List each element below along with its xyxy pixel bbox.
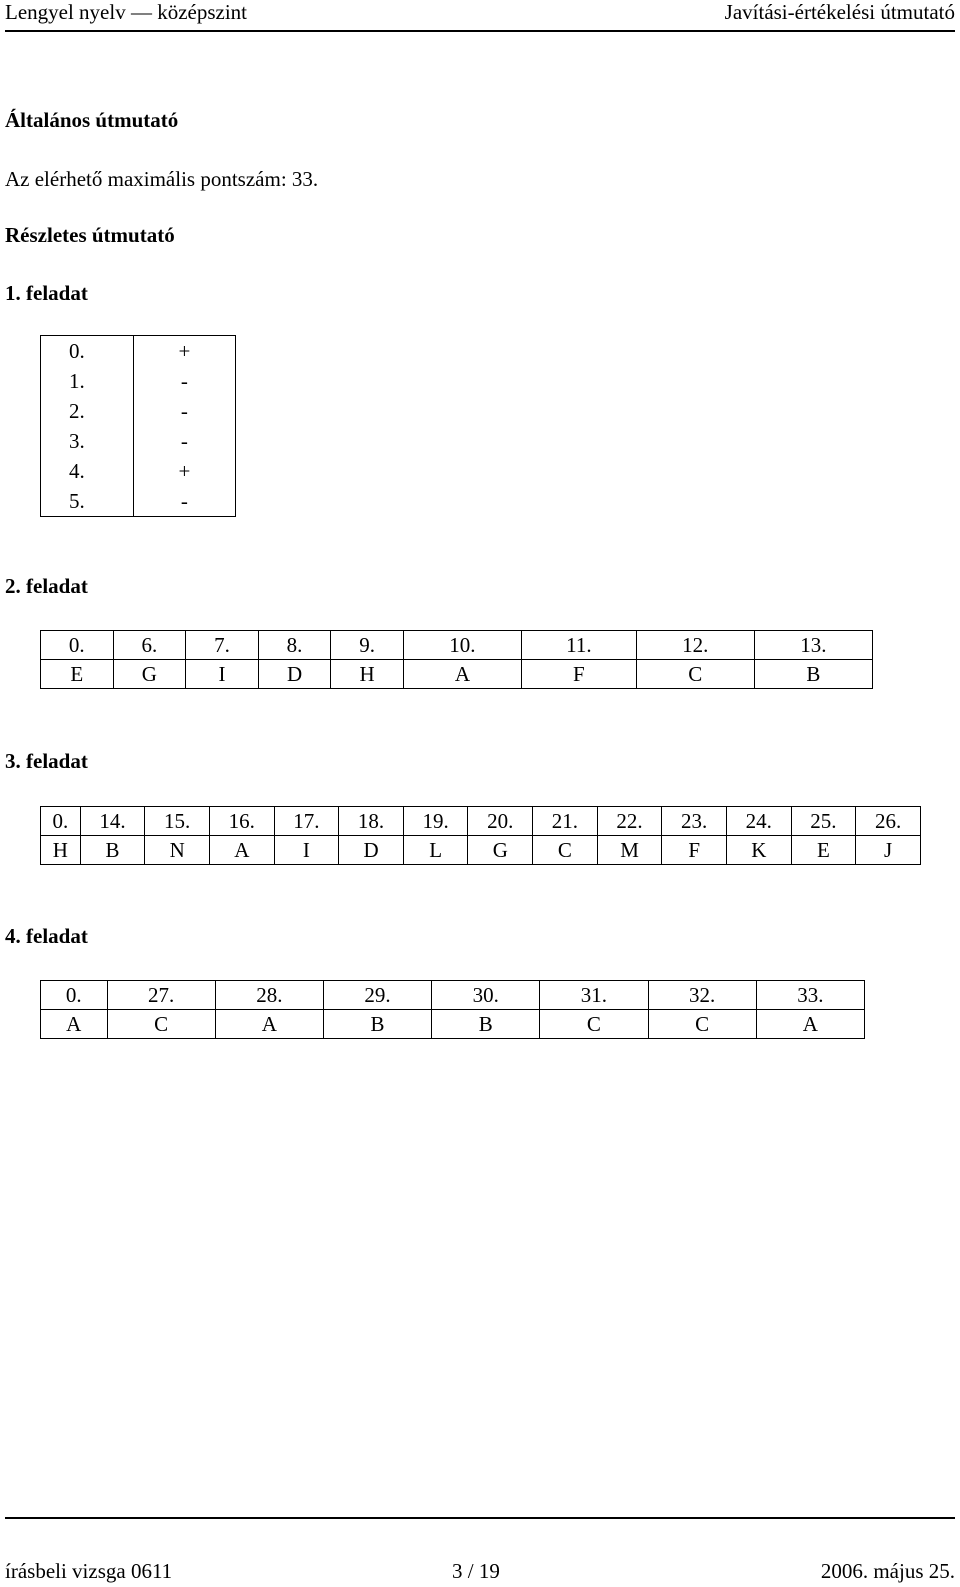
item-number: 9.: [331, 631, 404, 660]
item-number: 2.: [41, 396, 134, 426]
item-answer: B: [754, 660, 872, 689]
item-number-row: [41, 981, 865, 1010]
item-answer: N: [145, 836, 210, 865]
task1-table: [40, 335, 236, 517]
item-answer: L: [403, 836, 468, 865]
item-number: 13.: [754, 631, 872, 660]
item-number: 16.: [209, 807, 274, 836]
item-answer: -: [133, 396, 235, 426]
item-number: 18.: [339, 807, 404, 836]
item-answer: A: [41, 1010, 108, 1039]
item-answer: D: [339, 836, 404, 865]
item-number: 1.: [41, 366, 134, 396]
item-answer: C: [636, 660, 754, 689]
item-answer: D: [258, 660, 331, 689]
item-answer: G: [468, 836, 533, 865]
item-number: 27.: [107, 981, 215, 1010]
item-number: 11.: [521, 631, 636, 660]
answer-row: [41, 836, 921, 865]
item-number: 29.: [323, 981, 431, 1010]
item-answer: F: [521, 660, 636, 689]
answer-row: [41, 660, 873, 689]
item-answer: J: [856, 836, 921, 865]
footer-date: 2006. május 25.: [820, 1559, 955, 1583]
item-answer: M: [597, 836, 662, 865]
table-row: [41, 396, 236, 426]
footer-exam: írásbeli vizsga 0611: [5, 1559, 173, 1583]
table-row: [41, 366, 236, 396]
answer-row: [41, 1010, 865, 1039]
item-number: 24.: [726, 807, 791, 836]
table-row: [41, 456, 236, 486]
item-answer: +: [133, 456, 235, 486]
item-number: 33.: [756, 981, 864, 1010]
item-answer: A: [403, 660, 521, 689]
item-answer: C: [107, 1010, 215, 1039]
general-guide-title: Általános útmutató: [5, 108, 179, 132]
item-number-row: [41, 631, 873, 660]
page-number: 3 / 19: [452, 1559, 500, 1583]
item-answer: K: [726, 836, 791, 865]
page-footer: [5, 1517, 955, 1587]
item-number: 7.: [186, 631, 259, 660]
page-header: [5, 0, 955, 32]
item-number: 23.: [662, 807, 727, 836]
item-answer: A: [209, 836, 274, 865]
item-answer: C: [533, 836, 598, 865]
task1-title: 1. feladat: [5, 281, 88, 305]
item-answer: I: [186, 660, 259, 689]
item-answer: A: [756, 1010, 864, 1039]
task4-title: 4. feladat: [5, 924, 88, 948]
item-answer: B: [432, 1010, 540, 1039]
item-answer: H: [331, 660, 404, 689]
table-row: [41, 486, 236, 517]
item-number: 0.: [41, 807, 81, 836]
table-row: [41, 426, 236, 456]
item-number: 6.: [113, 631, 186, 660]
item-number: 21.: [533, 807, 598, 836]
item-number: 31.: [540, 981, 648, 1010]
item-answer: B: [323, 1010, 431, 1039]
item-answer: -: [133, 426, 235, 456]
table-row: [41, 336, 236, 367]
item-answer: C: [648, 1010, 756, 1039]
task2-title: 2. feladat: [5, 574, 88, 598]
item-number: 30.: [432, 981, 540, 1010]
item-number: 0.: [41, 981, 108, 1010]
item-answer: G: [113, 660, 186, 689]
item-answer: E: [41, 660, 114, 689]
item-number: 26.: [856, 807, 921, 836]
item-number: 12.: [636, 631, 754, 660]
item-number: 28.: [215, 981, 323, 1010]
item-answer: H: [41, 836, 81, 865]
item-number: 5.: [41, 486, 134, 517]
item-number: 20.: [468, 807, 533, 836]
item-number: 15.: [145, 807, 210, 836]
item-number: 19.: [403, 807, 468, 836]
item-number-row: [41, 807, 921, 836]
item-answer: B: [80, 836, 145, 865]
task3-title: 3. feladat: [5, 749, 88, 773]
item-number: 4.: [41, 456, 134, 486]
detailed-guide-title: Részletes útmutató: [5, 223, 175, 247]
task2-table: [40, 630, 873, 689]
item-answer: C: [540, 1010, 648, 1039]
item-number: 3.: [41, 426, 134, 456]
item-answer: +: [133, 336, 235, 367]
item-answer: -: [133, 486, 235, 517]
item-number: 8.: [258, 631, 331, 660]
item-number: 17.: [274, 807, 339, 836]
item-answer: F: [662, 836, 727, 865]
task4-table: [40, 980, 865, 1039]
item-number: 0.: [41, 336, 134, 367]
item-number: 22.: [597, 807, 662, 836]
item-number: 32.: [648, 981, 756, 1010]
max-points-text: Az elérhető maximális pontszám: 33.: [5, 167, 319, 191]
item-number: 0.: [41, 631, 114, 660]
item-answer: I: [274, 836, 339, 865]
item-number: 10.: [403, 631, 521, 660]
task3-table: [40, 806, 921, 865]
item-answer: E: [791, 836, 856, 865]
item-answer: -: [133, 366, 235, 396]
item-number: 14.: [80, 807, 145, 836]
item-answer: A: [215, 1010, 323, 1039]
header-subject: Lengyel nyelv — középszint: [5, 0, 248, 24]
item-number: 25.: [791, 807, 856, 836]
header-doc-type: Javítási-értékelési útmutató: [724, 0, 955, 24]
